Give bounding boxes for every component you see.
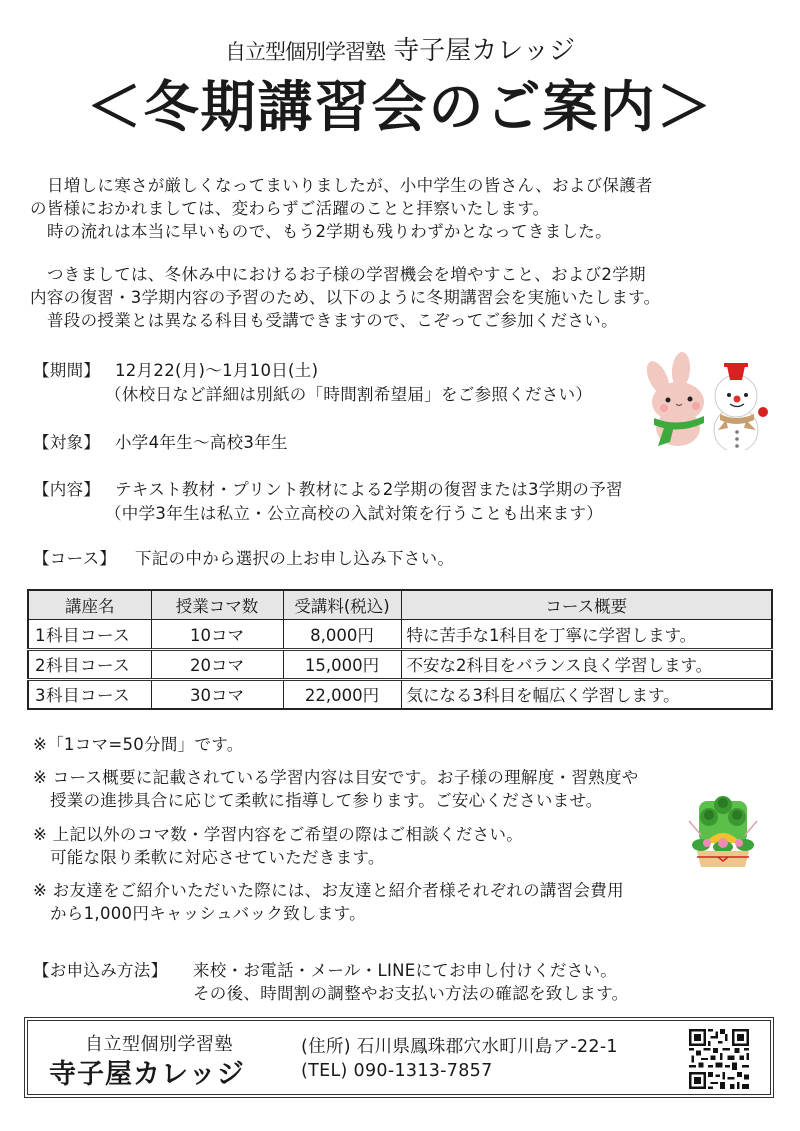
footer-school-type: 自立型個別学習塾 bbox=[85, 1034, 233, 1055]
page-title: ＜冬期講習会のご案内＞ bbox=[86, 75, 714, 139]
course-fee: 15,000円 bbox=[283, 649, 401, 679]
note-4 bbox=[33, 879, 624, 925]
note-line: ※「1コマ=50分間」です。 bbox=[33, 735, 244, 754]
course-name: 1科目コース bbox=[28, 619, 151, 649]
target-label: 【対象】 bbox=[33, 433, 101, 452]
tel-value: 090-1313-7857 bbox=[353, 1061, 493, 1081]
note-line: ※ 上記以外のコマ数・学習内容をご希望の際はご相談ください。 bbox=[33, 825, 524, 844]
note-line: 可能な限り柔軟に対応させていただきます。 bbox=[50, 848, 385, 867]
note-line: から1,000円キャッシュバック致します。 bbox=[50, 904, 366, 923]
header-slots: 授業コマ数 bbox=[151, 590, 283, 619]
footer-tel bbox=[301, 1061, 493, 1081]
course-value: 下記の中から選択の上お申し込み下さい。 bbox=[135, 549, 455, 568]
qr-code-icon[interactable] bbox=[688, 1029, 750, 1089]
footer-school-name: 寺子屋カレッジ bbox=[49, 1059, 245, 1090]
address-label: (住所) bbox=[301, 1037, 351, 1057]
course-name: 2科目コース bbox=[28, 649, 151, 679]
note-3 bbox=[33, 823, 523, 869]
application-line-1: 来校・お電話・メール・LINEにてお申し付けください。 bbox=[193, 961, 618, 980]
note-1 bbox=[33, 733, 244, 756]
period-note: （休校日など詳細は別紙の「時間割希望届」をご参照ください） bbox=[105, 385, 593, 404]
course-slots: 30コマ bbox=[151, 679, 283, 709]
application-line-2: その後、時間割の調整やお支払い方法の確認を致します。 bbox=[193, 984, 629, 1003]
course-slots: 10コマ bbox=[151, 619, 283, 649]
note-line: 授業の進捗具合に応じて柔軟に指導して参ります。ご安心くださいませ。 bbox=[50, 791, 603, 810]
period-label: 【期間】 bbox=[33, 361, 101, 380]
header-summary: コース概要 bbox=[401, 590, 772, 619]
course-name: 3科目コース bbox=[28, 679, 151, 709]
content-label: 【内容】 bbox=[33, 480, 101, 499]
course-summary: 不安な2科目をバランス良く学習します。 bbox=[401, 649, 772, 679]
address-value: 石川県鳳珠郡穴水町川島ア-22-1 bbox=[356, 1037, 618, 1057]
content-value: テキスト教材・プリント教材による2学期の復習または3学期の予習 bbox=[115, 480, 623, 499]
intro-line: 日増しに寒さが厳しくなってまいりましたが、小中学生の皆さん、および保護者 bbox=[47, 176, 653, 195]
target-value: 小学4年生～高校3年生 bbox=[115, 433, 288, 452]
course-table bbox=[27, 589, 773, 710]
header-subtitle bbox=[0, 30, 800, 67]
rabbit-and-snowman-icon bbox=[636, 350, 776, 450]
table-row bbox=[28, 649, 772, 679]
intro-line: 普段の授業とは異なる科目も受講できますので、こぞってご参加ください。 bbox=[47, 311, 618, 330]
footer-address bbox=[301, 1033, 618, 1058]
content-row bbox=[33, 476, 623, 500]
intro-line: 時の流れは本当に早いもので、もう2学期も残りわずかとなってきました。 bbox=[47, 222, 612, 241]
application-label: 【お申込み方法】 bbox=[33, 961, 168, 980]
application-row bbox=[33, 957, 617, 981]
kadomatsu-icon bbox=[683, 791, 763, 871]
course-fee: 22,000円 bbox=[283, 679, 401, 709]
intro-paragraph-1 bbox=[30, 174, 770, 243]
table-row bbox=[28, 679, 772, 709]
school-name: 寺子屋カレッジ bbox=[393, 36, 575, 66]
target-row bbox=[33, 429, 288, 453]
tel-label: (TEL) bbox=[301, 1061, 348, 1081]
period-value: 12月22(月)～1月10日(土) bbox=[115, 361, 319, 380]
header-course-name: 講座名 bbox=[28, 590, 151, 619]
course-row bbox=[33, 545, 454, 569]
note-line: ※ コース概要に記載されている学習内容は目安です。お子様の理解度・習熟度や bbox=[33, 768, 639, 787]
intro-line: つきましては、冬休み中におけるお子様の学習機会を増やすこと、および2学期 bbox=[47, 265, 646, 284]
course-fee: 8,000円 bbox=[283, 619, 401, 649]
course-summary: 特に苦手な1科目を丁寧に学習します。 bbox=[401, 619, 772, 649]
table-row bbox=[28, 619, 772, 649]
intro-line: 内容の復習・3学期内容の予習のため、以下のように冬期講習会を実施いたします。 bbox=[30, 288, 661, 307]
school-type: 自立型個別学習塾 bbox=[224, 40, 385, 64]
course-summary: 気になる3科目を幅広く学習します。 bbox=[401, 679, 772, 709]
course-label: 【コース】 bbox=[33, 549, 117, 568]
table-header-row bbox=[28, 590, 772, 619]
note-2 bbox=[33, 766, 639, 812]
content-note: （中学3年生は私立・公立高校の入試対策を行うことも出来ます） bbox=[105, 504, 603, 523]
intro-line: の皆様におかれましては、変わらずご活躍のことと拝察いたします。 bbox=[30, 199, 550, 218]
intro-paragraph-2 bbox=[30, 263, 770, 332]
note-line: ※ お友達をご紹介いただいた際には、お友達と紹介者様それぞれの講習会費用 bbox=[33, 881, 624, 900]
header-fee: 受講料(税込) bbox=[283, 590, 401, 619]
period-row bbox=[33, 357, 318, 381]
course-slots: 20コマ bbox=[151, 649, 283, 679]
